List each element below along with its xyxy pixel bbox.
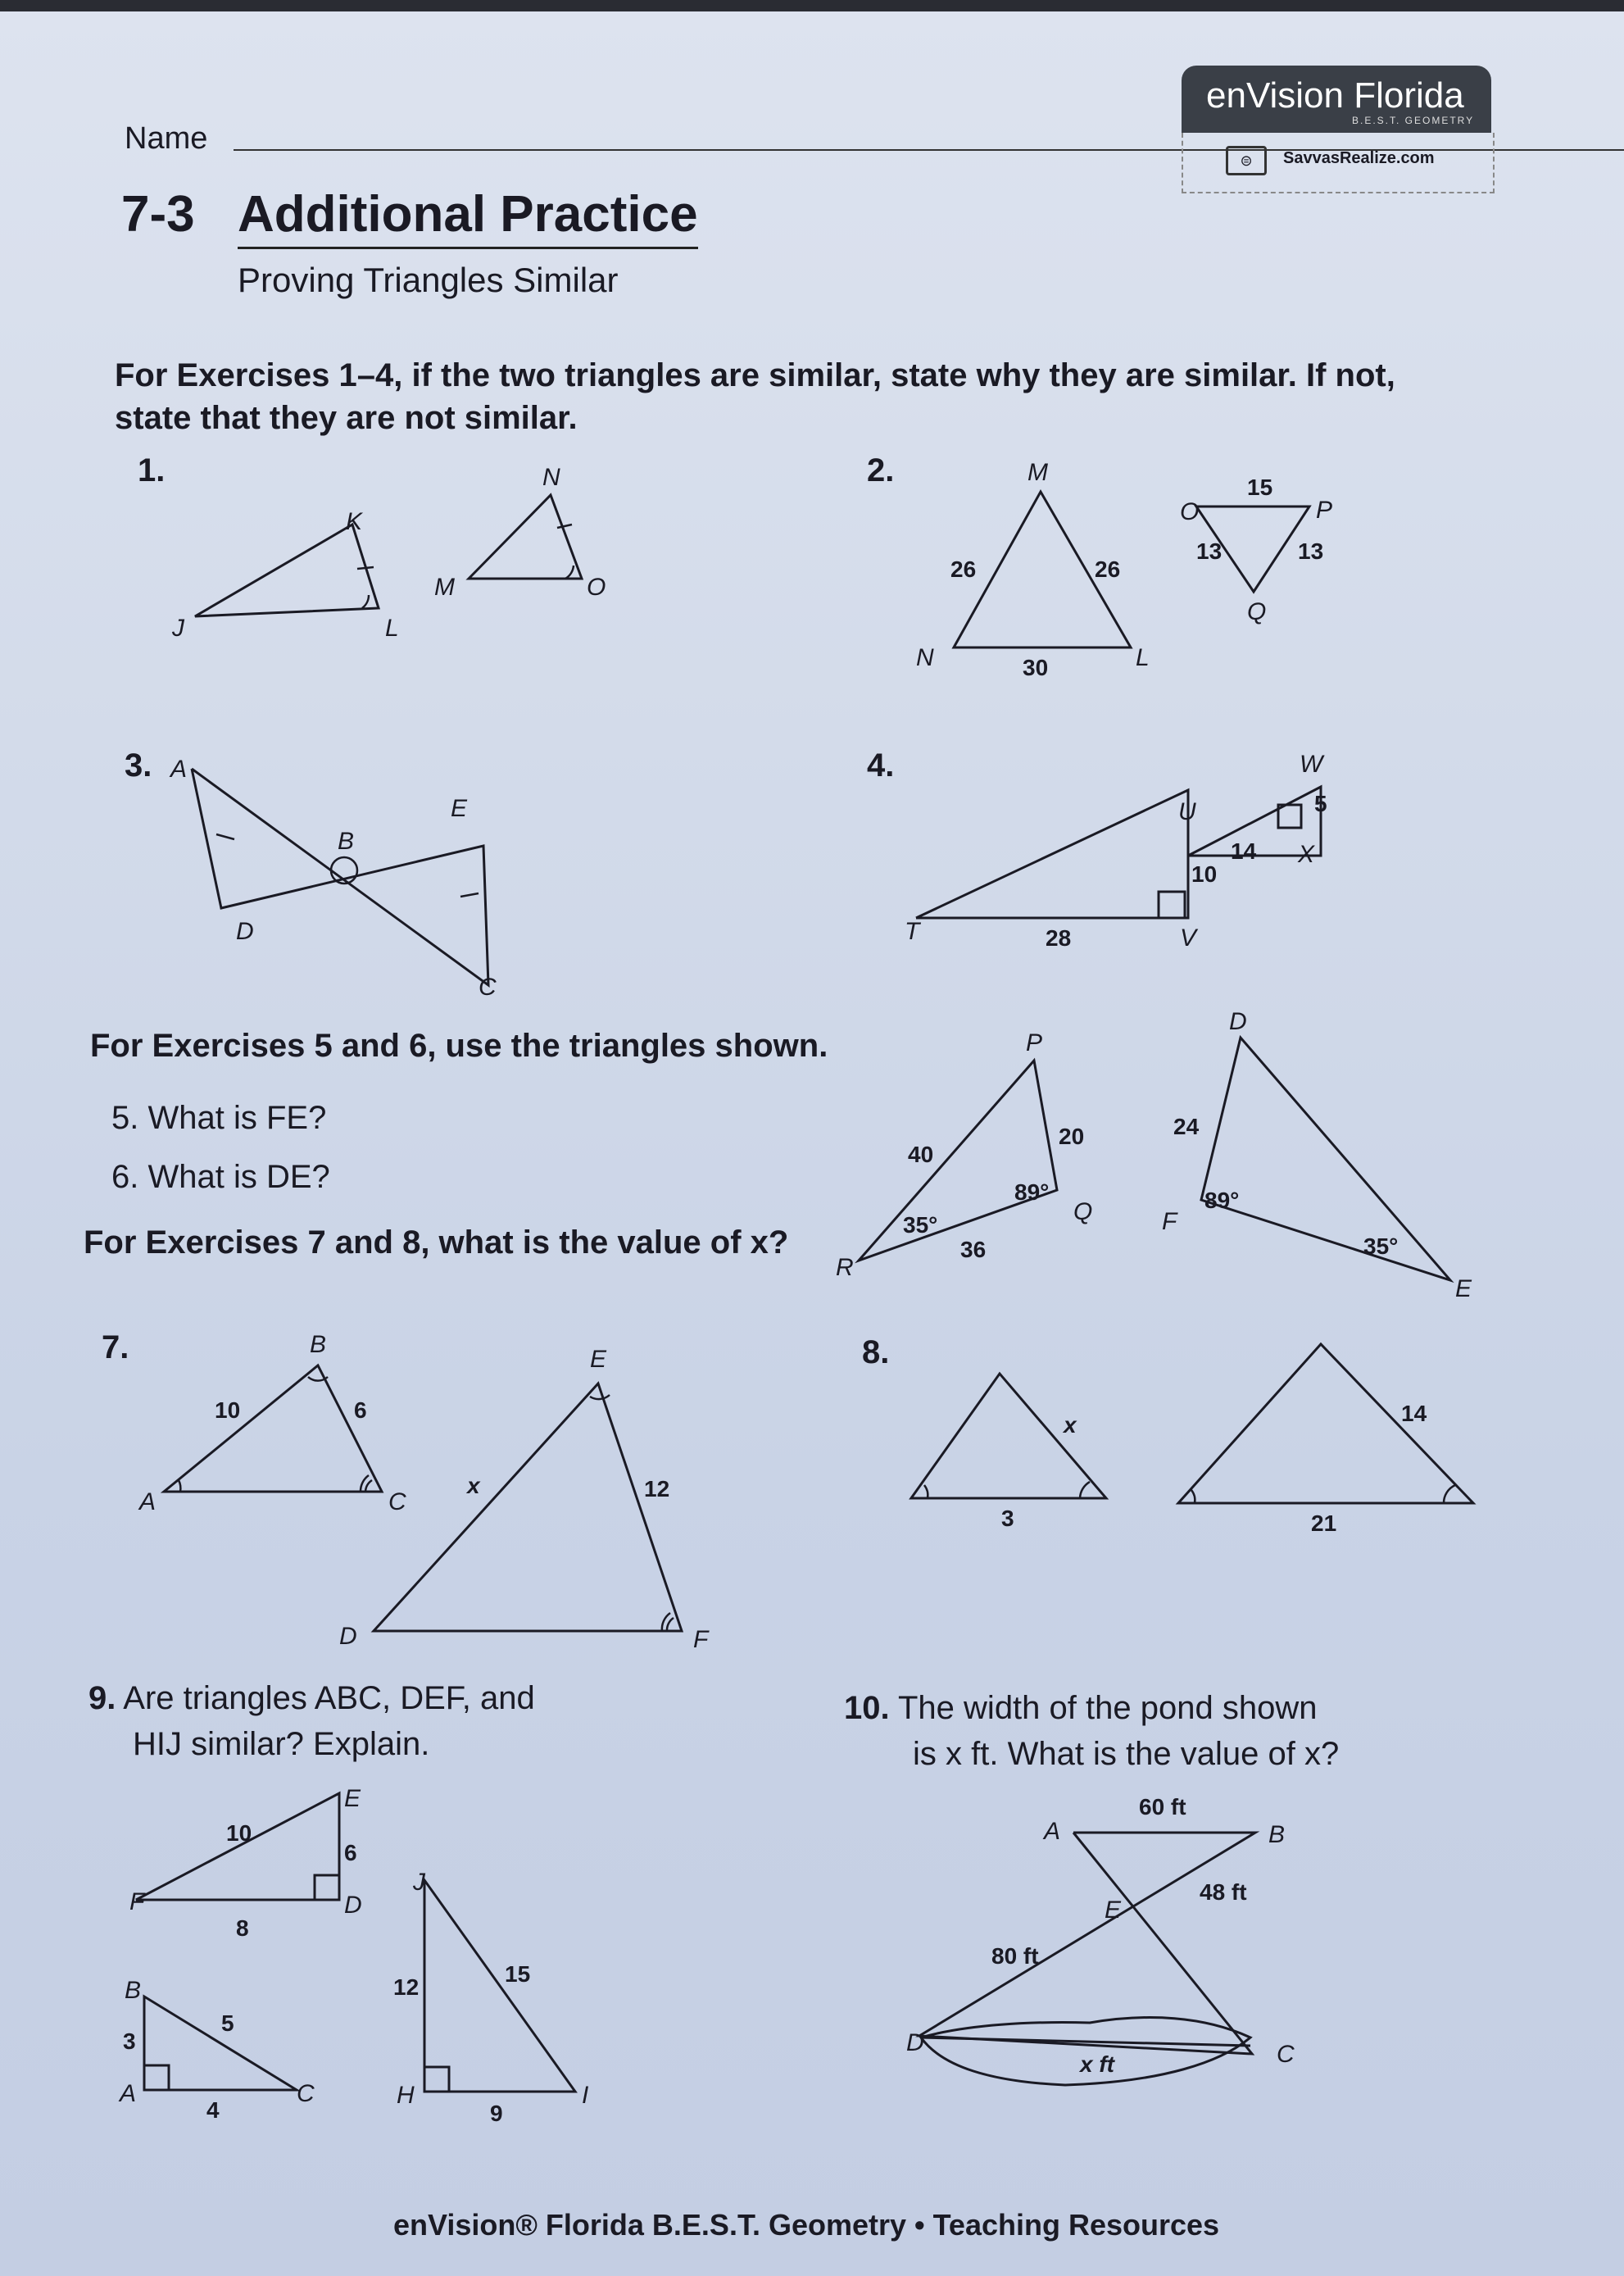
exercise-10-line2: is x ft. What is the value of x?: [913, 1736, 1340, 1772]
ex3-bowtie: [192, 769, 488, 985]
ex1-label-o: O: [587, 574, 606, 601]
ex9-side-hi: 9: [490, 2101, 503, 2126]
ex2-side-nl: 30: [1023, 655, 1049, 680]
exercise-9-line1: Are triangles ABC, DEF, and: [123, 1680, 535, 1716]
realize-url: SavvasRealize.com: [1283, 149, 1435, 167]
ex10-label-b: B: [1268, 1821, 1286, 1848]
name-label: Name: [125, 121, 208, 156]
ex8-large-triangle: [1178, 1344, 1473, 1503]
ex9-side-fd: 8: [236, 1915, 249, 1941]
ex4-label-w: W: [1300, 751, 1323, 778]
ex10-side-de: 80 ft: [991, 1943, 1039, 1969]
exercise-10-number: 10.: [844, 1690, 890, 1726]
logo-region: Florida: [1354, 75, 1464, 116]
exercise-3-number: 3.: [125, 747, 152, 784]
ex1-label-k: K: [346, 508, 363, 535]
ex3-label-a: A: [170, 756, 188, 783]
ex7-side-bc: 6: [354, 1397, 367, 1423]
ex8-small-triangle: [911, 1374, 1106, 1498]
ex7-unknown-x: x: [467, 1473, 480, 1498]
ex3-label-e: E: [451, 795, 468, 822]
ex10-label-e: E: [1105, 1897, 1122, 1924]
ex10-label-a: A: [1044, 1818, 1061, 1845]
ex3-label-c: C: [479, 974, 497, 1001]
page-footer: enVision® Florida B.E.S.T. Geometry • Teaching Resources: [393, 2208, 1220, 2242]
ex4-label-x: X: [1298, 841, 1315, 868]
logo-sub: B.E.S.T. GEOMETRY: [1352, 115, 1475, 126]
ex7-label-c: C: [388, 1488, 406, 1515]
ex8-side-small-base: 3: [1001, 1506, 1014, 1531]
ex4-side-ux: 14: [1231, 838, 1257, 864]
ex9-label-h: H: [397, 2082, 415, 2109]
ex10-label-d: D: [906, 2029, 924, 2056]
ex7-label-a: A: [139, 1488, 157, 1515]
ex4-label-t: T: [905, 918, 920, 945]
exercise-10-line1: The width of the pond shown: [898, 1690, 1318, 1726]
lesson-number: 7-3: [121, 186, 195, 243]
ex9-side-jh: 12: [393, 1974, 420, 2000]
ex9-side-ji: 15: [505, 1961, 531, 1987]
ex7-label-e: E: [590, 1346, 607, 1373]
ex9-side-ed: 6: [344, 1840, 357, 1865]
ex56-triangle-pqr: [859, 1061, 1057, 1261]
ex9-label-d: D: [344, 1892, 362, 1919]
instructions-7-8: For Exercises 7 and 8, what is the value of x?: [84, 1224, 789, 1261]
ex9-label-e: E: [344, 1785, 361, 1812]
ex9-right-angle-d: [315, 1875, 339, 1900]
instructions-5-6: For Exercises 5 and 6, use the triangles shown.: [90, 1028, 828, 1064]
ex7-label-f: F: [693, 1626, 709, 1653]
ex7-label-b: B: [310, 1331, 327, 1358]
ex8-side-large-base: 21: [1311, 1511, 1337, 1536]
ex56-side-fd: 24: [1173, 1114, 1200, 1139]
ex56-label-q: Q: [1073, 1198, 1093, 1225]
ex56-angle-q: 89°: [1014, 1179, 1050, 1205]
ex9-label-b: B: [125, 1977, 142, 2004]
ex4-label-v: V: [1180, 924, 1197, 952]
ex3-label-d: D: [236, 918, 254, 945]
exercise-5-number: 5.: [111, 1100, 139, 1136]
ex8-side-large-right: 14: [1401, 1401, 1427, 1426]
ex10-label-c: C: [1277, 2041, 1295, 2068]
ex1-label-m: M: [434, 574, 455, 601]
exercise-6-question: What is DE?: [147, 1159, 330, 1195]
exercise-9-line2: HIJ similar? Explain.: [133, 1726, 430, 1762]
ex9-side-bc: 5: [221, 2010, 234, 2036]
ex56-side-pq: 20: [1059, 1124, 1085, 1149]
ex2-label-o: O: [1180, 498, 1200, 525]
ex56-label-e: E: [1455, 1275, 1472, 1302]
logo-brand: enVision: [1206, 75, 1344, 116]
ex2-label-l: L: [1136, 644, 1150, 671]
ex10-side-ab: 60 ft: [1139, 1794, 1186, 1819]
ex2-label-n: N: [916, 644, 934, 671]
ex56-angle-r: 35°: [903, 1212, 938, 1238]
exercise-4-number: 4.: [867, 747, 895, 784]
ex1-label-j: J: [172, 615, 184, 642]
ex56-angle-f: 89°: [1204, 1188, 1240, 1213]
ex7-label-d: D: [339, 1623, 357, 1650]
lesson-subtitle: Proving Triangles Similar: [238, 261, 619, 299]
ex56-label-p: P: [1026, 1029, 1043, 1056]
ex10-side-eb: 48 ft: [1200, 1879, 1247, 1905]
ex9-triangle-hij: [424, 1880, 575, 2092]
ex1-triangle-mno: [469, 495, 582, 579]
exercise-2-number: 2.: [867, 452, 895, 488]
ex9-side-fe: 10: [226, 1820, 252, 1846]
ex9-triangle-def: [136, 1793, 339, 1900]
ex1-label-n: N: [542, 464, 560, 491]
ex4-side-tv: 28: [1046, 925, 1072, 951]
ex2-side-ml: 26: [1095, 557, 1121, 582]
ex4-label-u: U: [1178, 798, 1196, 825]
ex4-side-uv: 10: [1191, 861, 1218, 887]
monitor-icon: ⊜: [1226, 146, 1267, 175]
ex4-right-angle-v: [1159, 892, 1185, 918]
ex4-side-wx: 5: [1314, 791, 1327, 816]
ex9-label-i: I: [582, 2082, 589, 2109]
ex7-triangle-def: [374, 1383, 682, 1631]
exercise-5-question: What is FE?: [147, 1100, 327, 1136]
ex9-side-ba: 3: [123, 2028, 136, 2054]
ex2-label-p: P: [1316, 497, 1333, 524]
ex56-angle-e: 35°: [1363, 1233, 1399, 1259]
ex9-right-angle-h: [424, 2067, 449, 2092]
ex10-crossed-triangles: [919, 1833, 1255, 2054]
ex56-triangle-def: [1201, 1038, 1450, 1280]
ex8-unknown-x: x: [1064, 1412, 1077, 1438]
ex2-side-nm: 26: [950, 557, 977, 582]
ex9-label-j: J: [413, 1869, 425, 1896]
ex9-label-f: F: [129, 1888, 145, 1915]
instructions-1-4: For Exercises 1–4, if the two triangles are similar, state why they are similar. If not, state that they are not similar.: [115, 357, 1395, 436]
exercise-9-number: 9.: [88, 1680, 116, 1716]
ex9-label-a: A: [120, 2080, 137, 2107]
ex7-side-ab: 10: [215, 1397, 241, 1423]
ex7-side-ef: 12: [644, 1476, 670, 1501]
lesson-title: Additional Practice: [238, 185, 698, 249]
exercise-1-number: 1.: [138, 452, 166, 488]
ex9-label-c: C: [297, 2080, 315, 2107]
exercise-8-number: 8.: [862, 1334, 890, 1370]
ex2-side-op: 15: [1247, 475, 1273, 500]
ex7-triangle-abc: [164, 1365, 382, 1492]
exercise-6-number: 6.: [111, 1159, 139, 1195]
ex9-triangle-abc: [144, 1997, 297, 2090]
ex4-large-triangle: [916, 790, 1188, 918]
ex56-label-d: D: [1229, 1008, 1247, 1035]
ex9-right-angle-a: [144, 2065, 169, 2090]
ex1-label-l: L: [385, 615, 399, 642]
ex56-label-f: F: [1162, 1208, 1177, 1235]
ex10-side-dc: x ft: [1080, 2051, 1114, 2077]
ex2-label-m: M: [1027, 459, 1048, 486]
ex2-side-oq: 13: [1196, 538, 1223, 564]
ex2-label-q: Q: [1247, 598, 1267, 625]
exercise-7-number: 7.: [102, 1329, 129, 1365]
ex3-label-b: B: [338, 828, 355, 855]
ex56-label-r: R: [836, 1254, 854, 1281]
ex56-side-rp: 40: [908, 1142, 934, 1167]
ex1-triangle-jkl: [195, 525, 379, 616]
ex9-side-ac: 4: [206, 2097, 220, 2123]
ex2-side-pq: 13: [1298, 538, 1324, 564]
ex56-side-rq: 36: [960, 1237, 987, 1262]
